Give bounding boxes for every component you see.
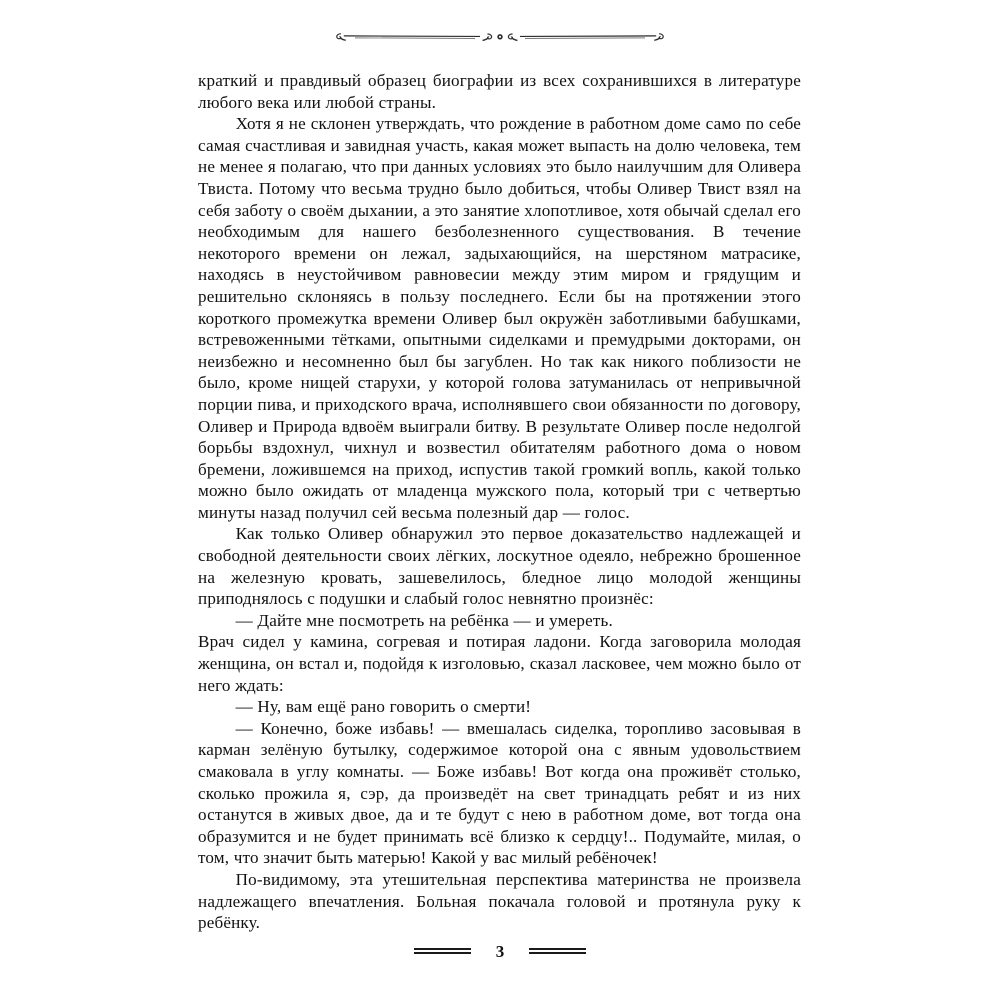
page-footer: [0, 936, 1000, 966]
paragraph: Как только Оливер обнаружил это первое доказательство надлежащей и свободной деятельности своих лёгких, лоскутное одеяло, небрежно брошенное на железную кровать, зашевелилось, бледное лицо молодой женщины приподнялось с подушки и слабый голос невнятно произнёс:: [198, 524, 801, 609]
dialogue-line: — Конечно, боже избавь! — вмешалась сиделка, торопливо засовывая в карман зелёную бутылку, содержимое которой она с явным удовольствием смаковала в углу комнаты. — Боже избавь! Вот когда она проживёт столько, сколько прожила я, сэр, да произведёт на свет тринадцать ребят и из них останутся в живых двое, да и те будут с нею в работном доме, вот тогда она образумится и не будет принимать всё близко к сердцу!.. Подумайте, милая, о том, что значит быть матерью! Какой у вас милый ребёночек!: [198, 718, 801, 868]
paragraph: Врач сидел у камина, согревая и потирая ладони. Когда заговорила молодая женщина, он встал и, подойдя к изголовью, сказал ласковее, чем можно было от него ждать:: [198, 632, 801, 695]
footer-rule-left: [414, 948, 471, 955]
body-text-column: [198, 70, 801, 934]
page-number: 3: [495, 941, 505, 961]
double-flourish-rule-with-center-dot-icon: [335, 26, 665, 48]
dialogue-line: — Ну, вам ещё рано говорить о смерти!: [235, 697, 532, 717]
header-ornament: [0, 22, 1000, 52]
footer-rule-right: [529, 948, 586, 955]
paragraph: По-видимому, эта утешительная перспектива материнства не произвела надлежащего впечатления. Больная покачала головой и протянула руку к ребёнку.: [198, 869, 801, 933]
paragraph: Хотя я не склонен утверждать, что рождение в работном доме само по себе самая счастливая и завидная участь, какая может выпасть на долю человека, тем не менее я полагаю, что при данных условиях это было наилучшим для Оливера Твиста. Потому что весьма трудно было добиться, чтобы Оливер Твист взял на себя заботу о своём дыхании, а это занятие хлопотливое, хотя обычай сделал его необходимым для нашего безболезненного существования. В течение некоторого времени он лежал, задыхающийся, на шерстяном матрасике, находясь в неустойчивом равновесии между этим миром и грядущим и решительно склоняясь в пользу последнего. Если бы на протяжении этого короткого промежутка времени Оливер был окружён заботливыми бабушками, встревоженными тётками, опытными сиделками и премудрыми докторами, он неизбежно и несомненно был бы загублен. Но так как никого поблизости не было, кроме нищей старухи, у которой голова затуманилась от непривычной порции пива, и приходского врача, исполнявшего свои обязанности по договору, Оливер и Природа вдвоём выиграли битву. В результате Оливер после недолгой борьбы вздохнул, чихнул и возвестил обитателям работного дома о новом бремени, ложившемся на приход, испустив такой громкий вопль, какой только можно было ожидать от младенца мужского пола, который три с четвертью минуты назад получил сей весьма полезный дар — голос.: [198, 114, 801, 522]
paragraph-continuation: краткий и правдивый образец биографии из всех сохранившихся в литературе любого века или любой страны.: [198, 71, 801, 112]
dialogue-line: — Дайте мне посмотреть на ребёнка — и умереть.: [235, 610, 613, 630]
